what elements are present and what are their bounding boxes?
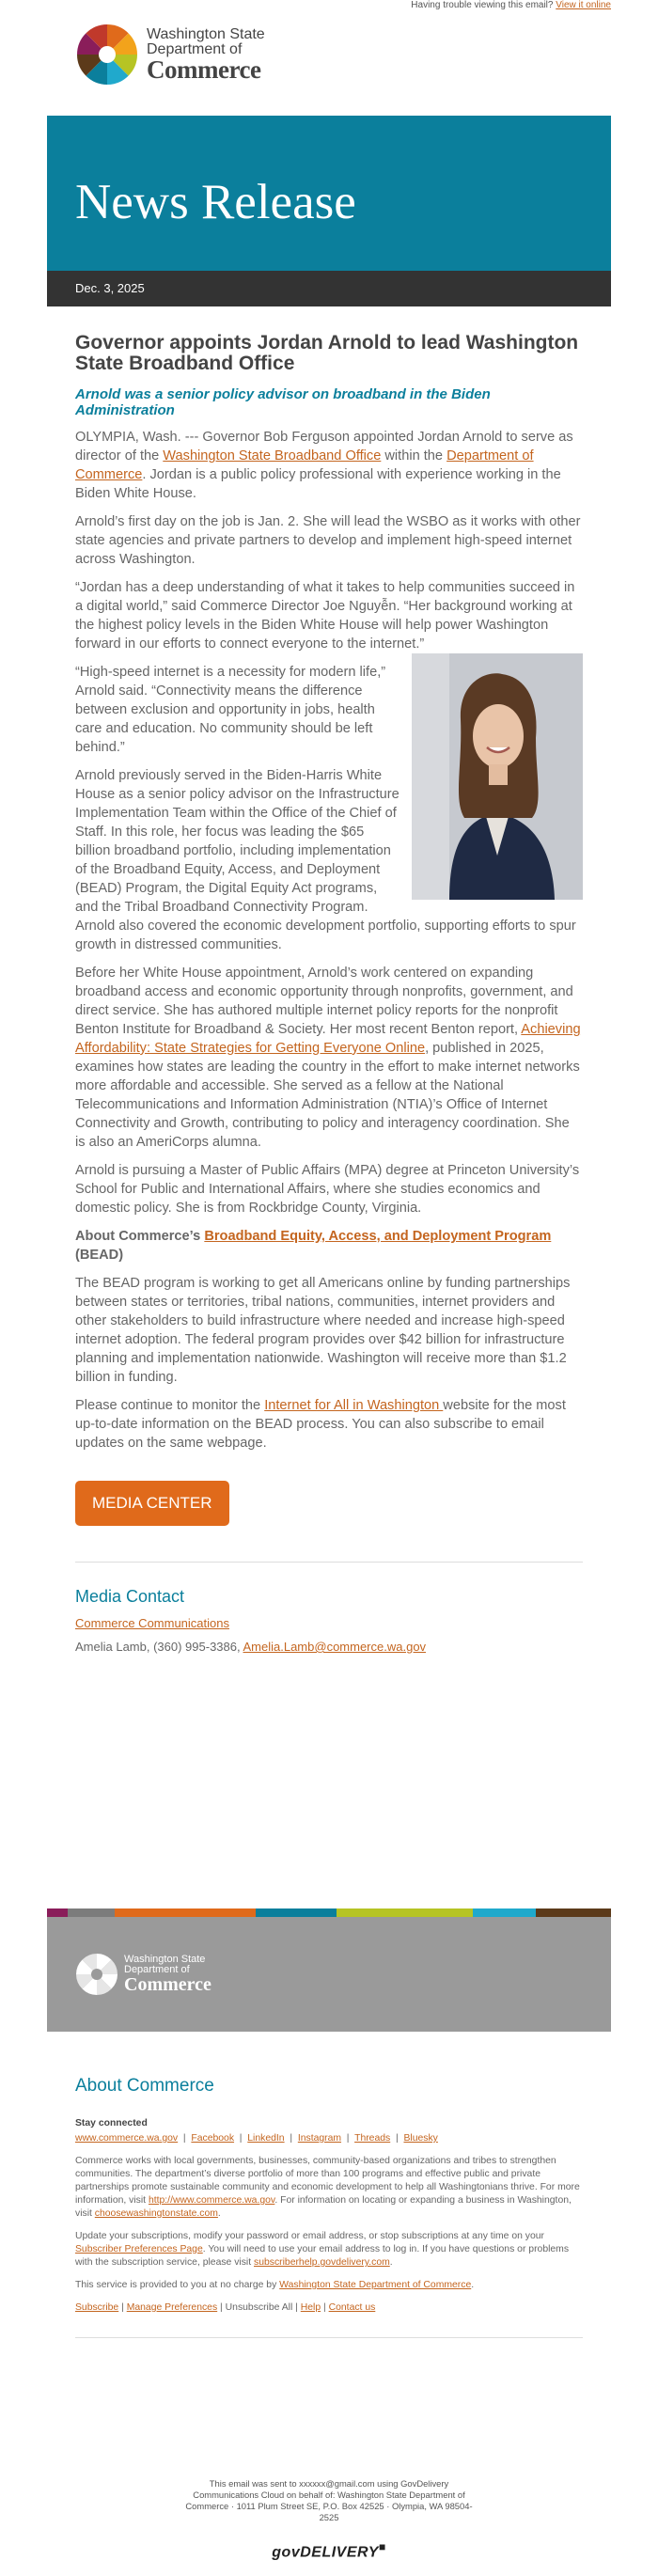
instagram-link[interactable]: Instagram [297, 2133, 342, 2144]
facebook-link[interactable]: Facebook [191, 2133, 235, 2144]
footer-logo-band [47, 1917, 611, 2032]
logo-wordmark: Washington State Department of Commerce [147, 25, 265, 84]
media-center-button[interactable]: MEDIA CENTER [75, 1481, 229, 1526]
paragraph-3: “Jordan has a deep understanding of what it takes to help communities succeed in a digital world,” said Commerce Director Joe Nguyễn. “Her background working at the highest policy levels in the Biden White House will help power Washington forward in our efforts to connect everyone to the internet.” [75, 580, 575, 652]
media-contact-org [75, 1614, 583, 1632]
jordan-arnold-photo [412, 653, 583, 900]
paragraph-1: OLYMPIA, Wash. --- Governor Bob Ferguson appointed Jordan Arnold to serve as director of the Washington State Broadband Office within the Department of Commerce. Jordan is a public policy professional with experience working in the Biden White House. [75, 430, 573, 501]
commerce-website-link[interactable]: www.commerce.wa.gov [75, 2133, 179, 2144]
paragraph-5: Arnold previously served in the Biden-Harris White House as a senior policy advisor on the Infrastructure Implementation Team within the Office of the Chief of Staff. In this role, her focus was leading the $65 billion broadband portfolio, including implementation of the Broadband Equity, Access, and Deployment (BEAD) Program, the Digital Equity Act programs, and the Tribal Broadband Connectivity Program. Arnold also covered the economic development portfolio, supporting efforts to spur growth in distressed communities. [75, 768, 576, 952]
threads-link[interactable]: Threads [354, 2133, 391, 2144]
footer-color-bar [47, 1908, 611, 1917]
manage-preferences-link[interactable]: Manage Preferences [126, 2302, 218, 2313]
article-headline: Governor appoints Jordan Arnold to lead Washington State Broadband Office [75, 332, 579, 374]
media-contact-title: Media Contact [75, 1587, 185, 1606]
social-links: www.commerce.wa.gov | Facebook | LinkedIn | Instagram | Threads | Bluesky [75, 2133, 438, 2144]
footer-divider [75, 2337, 583, 2338]
help-link[interactable]: Help [300, 2302, 321, 2313]
contact-us-link[interactable]: Contact us [328, 2302, 376, 2313]
benton-report-link[interactable]: Achieving Affordability: State Strategies for Getting Everyone Online [75, 1022, 581, 1056]
speech-bubble-icon: ■ [378, 2540, 386, 2553]
subscriber-help-link[interactable]: subscriberhelp.govdelivery.com [254, 2257, 390, 2268]
media-contact-person: Amelia Lamb, (360) 995-3386, Amelia.Lamb@commerce.wa.gov [75, 1640, 427, 1654]
commerce-url-link[interactable]: http://www.commerce.wa.gov [148, 2195, 275, 2206]
choose-washington-link[interactable]: choosewashingtonstate.com [94, 2208, 218, 2219]
article-subhead: Arnold was a senior policy advisor on broadband in the Biden Administration [75, 386, 491, 418]
paragraph-2: Arnold’s first day on the job is Jan. 2. She will lead the WSBO as it works with other state agencies and private partners to develop and implement high-speed internet across Washington. [75, 514, 581, 567]
stay-connected: Stay connected [75, 2118, 148, 2128]
subscribe-link[interactable]: Subscribe [75, 2302, 119, 2313]
paragraph-6: Before her White House appointment, Arnold’s work centered on expanding broadband access and economic opportunity through nonprofits, government, and direct service. She has authored multiple internet policy reports for the nonprofit Benton Institute for Broadband & Society. Her most recent Benton report, Achieving Affordability: State Strategies for Getting Everyone Online, published in 2025, examines how states are leading the country in the effort to make internet networks more affordable and accessible. She served as a fellow at the National Telecommunications and Information Administration (NTIA)’s Office of Internet Connectivity and Growth, contributing to policy and interagency coordination. She is also an AmeriCorps alumna. [75, 966, 581, 1150]
internet-for-all-link[interactable]: Internet for All in Washington [264, 1398, 444, 1413]
footer-commerce-logo[interactable] [75, 1953, 212, 1996]
about-bead-heading: About Commerce’s Broadband Equity, Access, and Deployment Program (BEAD) [75, 1229, 552, 1263]
news-release-banner [47, 116, 611, 271]
about-commerce-title: About Commerce [75, 2076, 214, 2096]
unsubscribe-all[interactable]: Unsubscribe All [225, 2302, 293, 2313]
date-bar [47, 271, 611, 306]
footer-pinwheel-icon [75, 1953, 118, 1996]
paragraph-7: Arnold is pursuing a Master of Public Affairs (MPA) degree at Princeton University’s School for Public and International Affairs, where she studies economics and domestic policy. She is from Rockbridge County, Virginia. [75, 1163, 580, 1216]
broadband-office-link[interactable]: Washington State Broadband Office [163, 448, 382, 463]
govdelivery-notice: This email was sent to xxxxxx@gmail.com using GovDelivery Communications Cloud on behalf of: Washington State Department of Commerce · 1011 Plum Street SE, P.O. Box 42525 · Olympia, WA 98504- 2525 [185, 2478, 473, 2522]
commerce-logo[interactable] [75, 23, 265, 86]
subscription-actions: Subscribe | Manage Preferences | Unsubscribe All | Help | Contact us [75, 2302, 376, 2313]
govdelivery-logo[interactable]: govDELIVERY■ [272, 2540, 386, 2561]
subscription-info: Update your subscriptions, modify your password or email address, or stop subscriptions at any time on your Subscriber Preferences Page. You will need to use your email address to log in. If you have questions or problems with the subscription service, please visit subscriberhelp.govdelivery.com. [75, 2231, 570, 2268]
subscriber-preferences-link[interactable]: Subscriber Preferences Page [75, 2244, 203, 2254]
contact-email-link[interactable]: Amelia.Lamb@commerce.wa.gov [243, 1640, 427, 1654]
article-content [47, 333, 611, 1656]
footer-logo-wordmark: Washington State Department of Commerce [124, 1954, 212, 1995]
paragraph-8: The BEAD program is working to get all Americans online by funding partnerships between states or territories, tribal nations, communities, internet providers and other stakeholders to build infrastructure where needed and increase high-speed internet adoption. The federal program provides over $42 billion for infrastructure planning and implementation nationwide. Washington will receive more than $1.2 billion in funding. [75, 1276, 571, 1385]
linkedin-link[interactable]: LinkedIn [247, 2133, 285, 2144]
divider [75, 1562, 583, 1563]
bluesky-link[interactable]: Bluesky [403, 2133, 438, 2144]
commerce-communications-link[interactable]: Commerce Communications [75, 1616, 229, 1630]
release-date: Dec. 3, 2025 [75, 281, 145, 295]
about-description: Commerce works with local governments, businesses, community-based organizations and tribes to strengthen communities. The department’s diverse portfolio of more than 100 programs and effective public and private partnerships promote sustainable community and economic development to help all Washingtonians thrive. For more information, visit http://www.commerce.wa.gov. For information on locating or expanding a business in Washington, visit choosewashingtonstate.com. [75, 2156, 580, 2219]
paragraph-4: “High-speed internet is a necessity for modern life,” Arnold said. “Connectivity means the difference between exclusion and opportunity in jobs, health care and education. No community should be left behind.” [75, 665, 386, 755]
banner-title: News Release [75, 175, 356, 229]
paragraph-9: Please continue to monitor the Internet for All in Washington website for the most up-to-date information on the BEAD process. You can also subscribe to email updates on the same webpage. [75, 1398, 566, 1451]
bead-program-link[interactable]: Broadband Equity, Access, and Deployment Program [204, 1229, 552, 1244]
service-provided-by: This service is provided to you at no charge by Washington State Department of Commerce. [75, 2280, 475, 2290]
service-provider-link[interactable]: Washington State Department of Commerce [279, 2280, 472, 2290]
portrait-illustration [412, 653, 583, 900]
commerce-pinwheel-icon [75, 23, 139, 86]
view-online-link[interactable]: View it online [556, 0, 611, 10]
about-commerce-section [47, 2076, 611, 2338]
trouble-viewing-text: Having trouble viewing this email? View it online [411, 0, 611, 10]
department-of-commerce-link[interactable]: Department of Commerce [75, 448, 534, 482]
